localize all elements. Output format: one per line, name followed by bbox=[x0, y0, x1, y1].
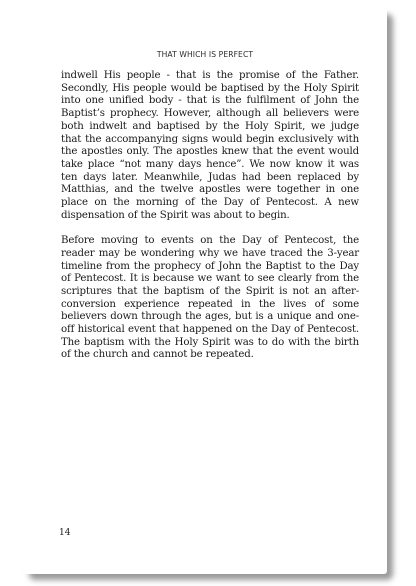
paragraph: Before moving to events on the Day of Pentecost, the reader may be wondering why we have traced the 3-year timeline from the prophecy of John the Baptist to the Day of Pentecost. It is because we want to see clearly from the scriptures that the baptism of the Spirit is not an after-conversion experience repeated in the lives of some believers down through the ages, but is a unique and one-off historical event that happened on the Day of Pentecost. The baptism with the Holy Spirit was to do with the birth of the church and cannot be repeated. bbox=[61, 235, 359, 361]
book-page bbox=[23, 8, 387, 574]
paragraph: indwell His people - that is the promise of the Father. Secondly, His people would be baptised by the Holy Spirit into one unified body - that is the fulfilment of John the Baptist’s prophecy. However, although all believers were both indwelt and baptised by the Holy Spirit, we judge that the accompanying signs would begin exclusively with the apostles only. The apostles knew that the event would take place “not many days hence”. We now know it was ten days later. Meanwhile, Judas had been replaced by Matthias, and the twelve apostles were together in one place on the morning of the Day of Pentecost. A new dispensation of the Spirit was about to begin. bbox=[61, 70, 359, 221]
running-header: THAT WHICH IS PERFECT bbox=[156, 50, 254, 59]
page-number: 14 bbox=[59, 528, 71, 538]
body-text bbox=[61, 70, 359, 375]
